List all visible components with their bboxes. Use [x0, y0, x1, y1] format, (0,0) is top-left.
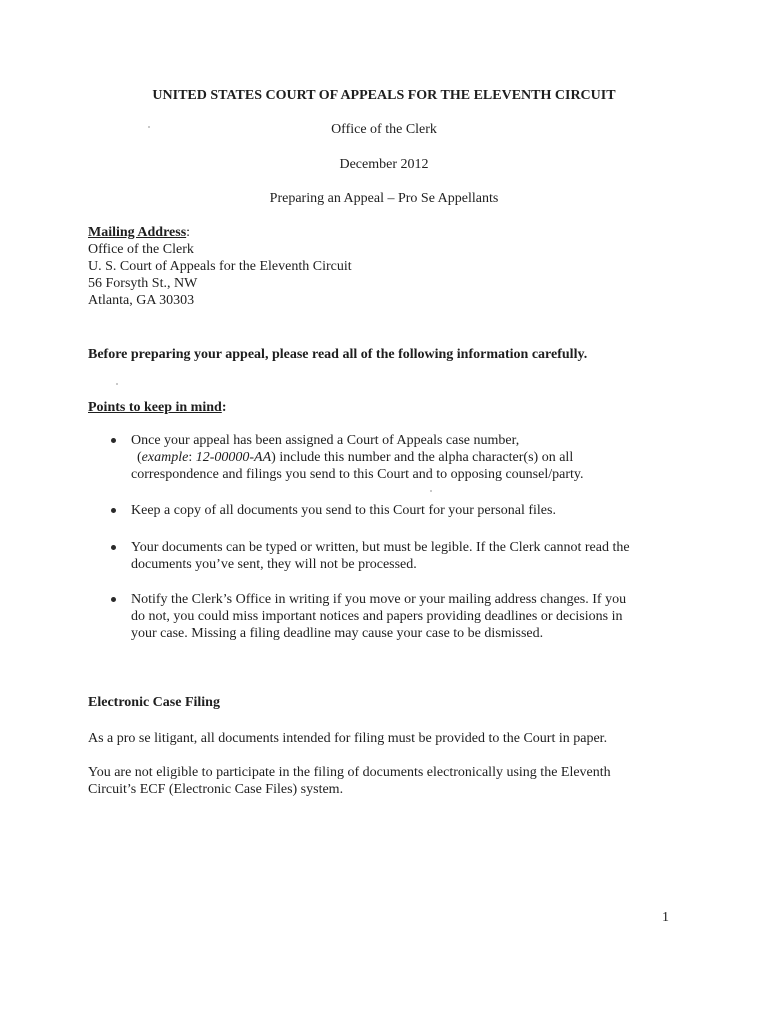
ecf-paragraph-paper: As a pro se litigant, all documents intended for filing must be provided to the Court in paper.	[88, 731, 608, 746]
scan-speck	[116, 383, 118, 385]
ecf-eligibility-line-1: You are not eligible to participate in the filing of documents electronically using the Eleventh	[88, 765, 611, 780]
document-subject: Preparing an Appeal – Pro Se Appellants	[269, 191, 499, 206]
bullet-item-legible	[131, 539, 681, 573]
bullet-item-case-number	[131, 432, 681, 483]
bullet-4-line-1: Notify the Clerk’s Office in writing if you move or your mailing address changes. If you	[131, 592, 627, 607]
mailing-line-city: Atlanta, GA 30303	[88, 293, 195, 308]
bullet-1-line-2-rest: ) include this number and the alpha character(s) on all	[271, 450, 574, 465]
ecf-eligibility-line-2: Circuit’s ECF (Electronic Case Files) system.	[88, 782, 344, 797]
scan-speck	[148, 126, 150, 128]
example-label: example	[141, 450, 189, 465]
bullet-item-keep-copy	[131, 502, 681, 519]
mailing-line-street: 56 Forsyth St., NW	[88, 276, 198, 291]
page-number: 1	[662, 910, 669, 925]
mailing-address-block	[88, 224, 352, 309]
example-case-number: 12-00000-AA	[195, 450, 272, 465]
bullet-dot	[111, 597, 116, 602]
example-open-paren: (	[137, 450, 142, 465]
bullet-4-line-2: do not, you could miss important notices and papers providing deadlines or decisions in	[131, 609, 623, 624]
office-line: Office of the Clerk	[331, 122, 437, 137]
scan-speck	[430, 490, 432, 492]
read-carefully-notice: Before preparing your appeal, please read all of the following information carefully.	[88, 347, 588, 362]
document-date: December 2012	[339, 157, 429, 172]
mailing-address-colon: :	[186, 225, 191, 240]
points-heading-text: Points to keep in mind	[88, 400, 222, 415]
bullet-4-line-3: your case. Missing a filing deadline may cause your case to be dismissed.	[131, 626, 544, 641]
court-title: UNITED STATES COURT OF APPEALS FOR THE ELEVENTH CIRCUIT	[152, 88, 616, 103]
ecf-paragraph-eligibility	[88, 764, 611, 798]
bullet-2-line-1: Keep a copy of all documents you send to this Court for your personal files.	[131, 503, 556, 518]
example-colon: :	[188, 450, 196, 465]
bullet-1-line-3: correspondence and filings you send to this Court and to opposing counsel/party.	[131, 467, 584, 482]
ecf-heading: Electronic Case Filing	[88, 695, 220, 710]
bullet-3-line-2: documents you’ve sent, they will not be processed.	[131, 557, 417, 572]
points-heading-colon: :	[221, 400, 227, 415]
bullet-3-line-1: Your documents can be typed or written, but must be legible. If the Clerk cannot read the	[131, 540, 630, 555]
bullet-dot	[111, 508, 116, 513]
bullet-dot	[111, 438, 116, 443]
points-heading	[88, 399, 226, 416]
bullet-item-notify	[131, 591, 681, 642]
bullet-dot	[111, 545, 116, 550]
mailing-address-heading: Mailing Address	[88, 225, 187, 240]
bullet-1-line-2	[131, 449, 681, 466]
mailing-line-office: Office of the Clerk	[88, 242, 194, 257]
mailing-line-court: U. S. Court of Appeals for the Eleventh Circuit	[88, 259, 352, 274]
bullet-1-line-1: Once your appeal has been assigned a Court of Appeals case number,	[131, 433, 520, 448]
